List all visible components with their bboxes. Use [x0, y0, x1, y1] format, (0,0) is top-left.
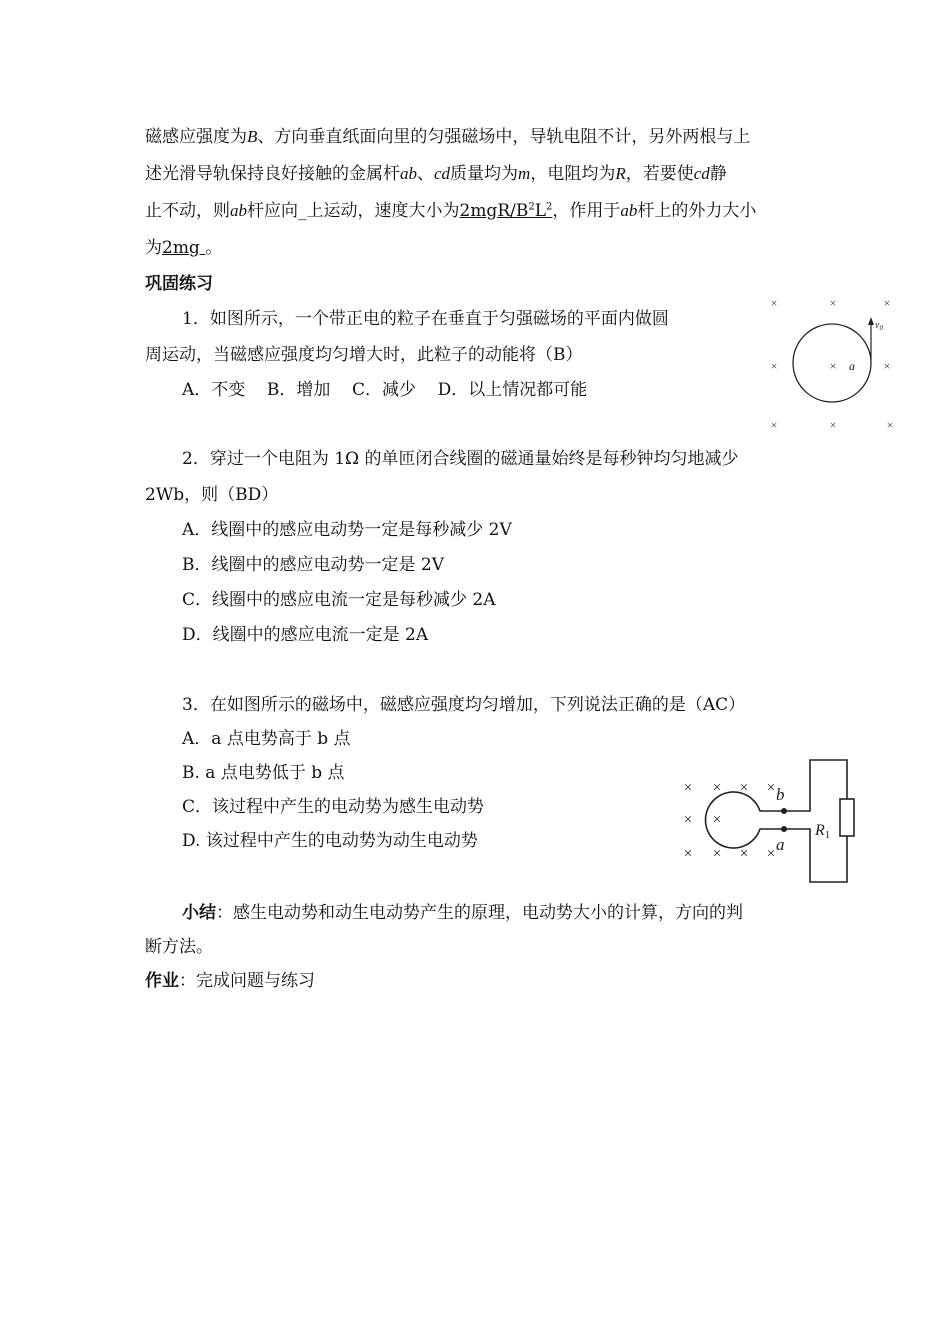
symbol-r: R	[615, 164, 626, 183]
field-mark: ×	[766, 780, 776, 796]
symbol-cd: cd	[434, 164, 451, 183]
homework-line	[145, 969, 315, 993]
q2-stem-2: 2Wb，则（BD）	[145, 485, 279, 505]
label-b: b	[776, 785, 785, 804]
intro-line-3	[145, 199, 756, 223]
q3-option-a: A．a 点电势高于 b 点	[182, 729, 351, 749]
field-mark: ×	[683, 846, 693, 862]
text-segment: 质量均为	[450, 164, 519, 184]
text-segment: 为	[145, 238, 162, 258]
field-mark: ×	[883, 359, 891, 373]
circuit-wire	[784, 760, 847, 882]
answer-direction: _上	[298, 201, 324, 221]
field-mark: ×	[883, 296, 891, 310]
q3-option-c: C．该过程中产生的电动势为感生电动势	[182, 797, 485, 817]
symbol-m: m	[518, 164, 531, 183]
symbol-cd: cd	[693, 164, 710, 183]
field-mark: ×	[770, 418, 778, 432]
field-mark: ×	[770, 359, 778, 373]
q3-figure	[670, 752, 860, 890]
field-mark: ×	[770, 296, 778, 310]
q1-options: A．不变 B．增加 C．减少 D．以上情况都可能	[182, 380, 588, 400]
text-segment: ，电阻均为	[530, 164, 616, 184]
summary-line-2: 断方法。	[145, 937, 213, 957]
homework-text: ：完成问题与练习	[179, 971, 315, 991]
q2-stem-1: 2．穿过一个电阻为 1Ω 的单匝闭合线圈的磁通量始终是每秒钟均匀地减少	[182, 449, 739, 469]
field-mark: ×	[766, 846, 776, 862]
field-mark: ×	[683, 780, 693, 796]
text-segment: ，若要使	[625, 164, 694, 184]
symbol-ab: ab	[620, 201, 638, 220]
text-segment: 、	[417, 164, 434, 184]
field-mark: ×	[829, 359, 837, 373]
text-segment: 杆应向	[247, 201, 298, 221]
section-title: 巩固练习	[145, 274, 213, 294]
q2-option-d: D．线圈中的感应电流一定是 2A	[182, 625, 429, 645]
q1-stem-2: 周运动，当磁感应强度均匀增大时，此粒子的动能将（B）	[145, 345, 583, 365]
resistor-label	[814, 822, 830, 841]
center-label: a	[849, 359, 855, 373]
intro-line-1	[145, 125, 750, 149]
field-mark: ×	[886, 418, 894, 432]
resistor-label-text: R	[815, 822, 825, 839]
summary-text: ：感生电动势和动生电动势产生的原理，电动势大小的计算，方向的判	[216, 903, 743, 923]
resistor	[840, 799, 854, 836]
field-mark: ×	[712, 846, 722, 862]
text-segment: 杆上的外力大小	[637, 201, 757, 221]
velocity-arrowhead	[868, 317, 874, 325]
field-mark: ×	[683, 812, 693, 828]
symbol-ab: ab	[400, 164, 417, 183]
velocity-subscript: 0	[879, 324, 883, 332]
text-segment: 。	[205, 238, 223, 258]
summary-label: 小结	[182, 903, 216, 923]
text-segment: 运动，速度大小为	[323, 201, 460, 221]
summary-line-1	[182, 901, 743, 925]
speed-base: 2mgR/B	[459, 201, 529, 221]
symbol-b: B	[247, 127, 258, 146]
homework-label: 作业	[145, 971, 179, 991]
field-mark: ×	[829, 296, 837, 310]
q1-stem-1: 1．如图所示，一个带正电的粒子在垂直于匀强磁场的平面内做圆	[182, 309, 669, 329]
text-segment: 、方向垂直纸面向里的匀强磁场中，导轨电阻不计，另外两根与上	[257, 127, 751, 147]
speed-exp: 2	[546, 201, 553, 213]
q2-option-c: C．线圈中的感应电流一定是每秒减少 2A	[182, 590, 496, 610]
symbol-ab: ab	[230, 201, 247, 220]
velocity-label-text: v	[875, 320, 880, 331]
speed-l: L	[534, 201, 547, 221]
text-segment: 静	[709, 164, 727, 184]
speed-exp: 2	[528, 201, 535, 213]
q3-option-b: B. a 点电势低于 b 点	[182, 763, 345, 783]
q2-option-b: B．线圈中的感应电动势一定是 2V	[182, 555, 444, 575]
answer-force: 2mg	[162, 238, 206, 258]
field-mark: ×	[829, 418, 837, 432]
field-mark: ×	[739, 846, 749, 862]
field-mark: ×	[712, 812, 722, 828]
label-a: a	[776, 835, 785, 854]
velocity-label	[875, 320, 883, 332]
text-segment: 磁感应强度为	[145, 127, 247, 147]
answer-speed	[460, 201, 553, 221]
q3-stem: 3．在如图所示的磁场中，磁感应强度均匀增加，下列说法正确的是（AC）	[182, 695, 746, 715]
intro-line-2	[145, 162, 727, 186]
field-mark: ×	[712, 780, 722, 796]
text-segment: 述光滑导轨保持良好接触的金属杆	[145, 164, 400, 184]
resistor-subscript: 1	[824, 829, 831, 841]
q2-option-a: A．线圈中的感应电动势一定是每秒减少 2V	[182, 520, 512, 540]
q1-figure	[760, 290, 900, 435]
field-mark: ×	[739, 780, 749, 796]
text-segment: 止不动，则	[145, 201, 230, 221]
intro-line-4	[145, 236, 222, 260]
q3-option-d: D. 该过程中产生的电动势为动生电动势	[182, 831, 478, 851]
text-segment: ，作用于	[552, 201, 621, 221]
